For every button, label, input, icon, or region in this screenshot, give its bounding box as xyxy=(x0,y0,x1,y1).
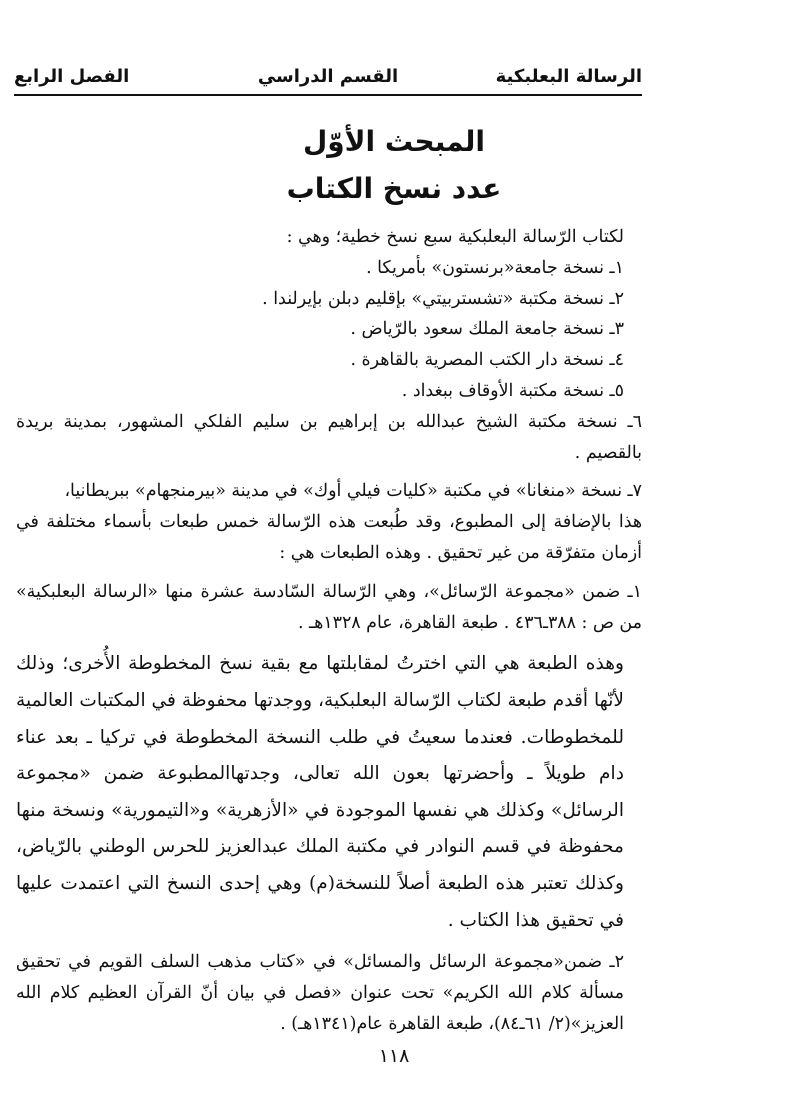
list-item: ٢ـ نسخة مكتبة «تشستربيتي» بإقليم دبلن بإيرلندا . xyxy=(262,288,624,309)
list-item: ٧ـ نسخة «منغانا» في مكتبة «كليات فيلي أوك» في مدينة «بيرمنجهام» ببريطانيا، xyxy=(64,481,642,502)
header-section-title: القسم الدراسي xyxy=(257,66,399,87)
list-item: ٣ـ نسخة جامعة الملك سعود بالرّياض . xyxy=(350,319,624,340)
edition-item: ٢ـ ضمن«مجموعة الرسائل والمسائل» في «كتاب مذهب السلف القويم في تحقيق مسألة كلام الله الكريم» تحت عنوان «فصل في بيان أنّ القرآن العظيم كلام الله العزيز»(٢/ ٦١ـ٨٤)، طبعة القاهرة عام(١٣٤١هـ) . xyxy=(16,952,624,1034)
list-item: ١ـ نسخة جامعة«برنستون» بأمريكا . xyxy=(366,257,624,278)
editions-paragraph: هذا بالإضافة إلى المطبوع، وقد طُبعت هذه الرّسالة خمس طبعات بأسماء مختلفة في أزمان متفرّقة من غير تحقيق . وهذه الطبعات هي : xyxy=(16,512,642,563)
list-item: ٥ـ نسخة مكتبة الأوقاف ببغداد . xyxy=(401,380,624,401)
list-item: ٤ـ نسخة دار الكتب المصرية بالقاهرة . xyxy=(350,350,624,371)
edition-discussion: وهذه الطبعة هي التي اخترتُ لمقابلتها مع بقية نسخ المخطوطة الأُخرى؛ وذلك لأنّها أقدم طبعة لكتاب الرّسالة البعلبكية، ووجدتها محفوظة في المكتبات العالمية للمخطوطات. فعندما سعيتُ في طلب النسخة المخطوطة في تركيا ـ بعد عناء دام طويلاً ـ وأحضرتها بعون الله تعالى، وجدتهاالمطبوعة ضمن «مجموعة الرسائل» وكذلك هي نفسها الموجودة في «الأزهرية» و«التيمورية» ونسخة منها محفوظة في قسم النوادر في مكتبة الملك عبدالعزيز للحرس الوطني بالرّياض، وكذلك تعتبر هذه الطبعة أصلاً للنسخة(م) وهي إحدى النسخ التي اعتمدت عليها في تحقيق هذا الكتاب . xyxy=(16,653,624,931)
intro-paragraph: لكتاب الرّسالة البعلبكية سبع نسخ خطية؛ وهي : xyxy=(286,227,624,247)
header-chapter-title: الفصل الرابع xyxy=(14,66,130,87)
body-text xyxy=(16,222,642,1040)
header-book-title: الرسالة البعلبكية xyxy=(495,66,642,87)
edition-item: ١ـ ضمن «مجموعة الرّسائل»، وهي الرّسالة السّادسة عشرة منها «الرسالة البعلبكية» من ص : ٣٨٨ـ٤٣٦ . طبعة القاهرة، عام ١٣٢٨هـ . xyxy=(16,581,642,633)
list-item: ٦ـ نسخة مكتبة الشيخ عبدالله بن إبراهيم بن سليم الفلكي المشهور، بمدينة بريدة بالقصيم . xyxy=(16,411,642,463)
section-subheading: عدد نسخ الكتاب xyxy=(286,172,502,205)
running-header xyxy=(14,62,642,96)
section-heading: المبحث الأوّل xyxy=(302,125,486,158)
header-rule xyxy=(14,94,642,96)
page-number: ١١٨ xyxy=(378,1045,410,1067)
